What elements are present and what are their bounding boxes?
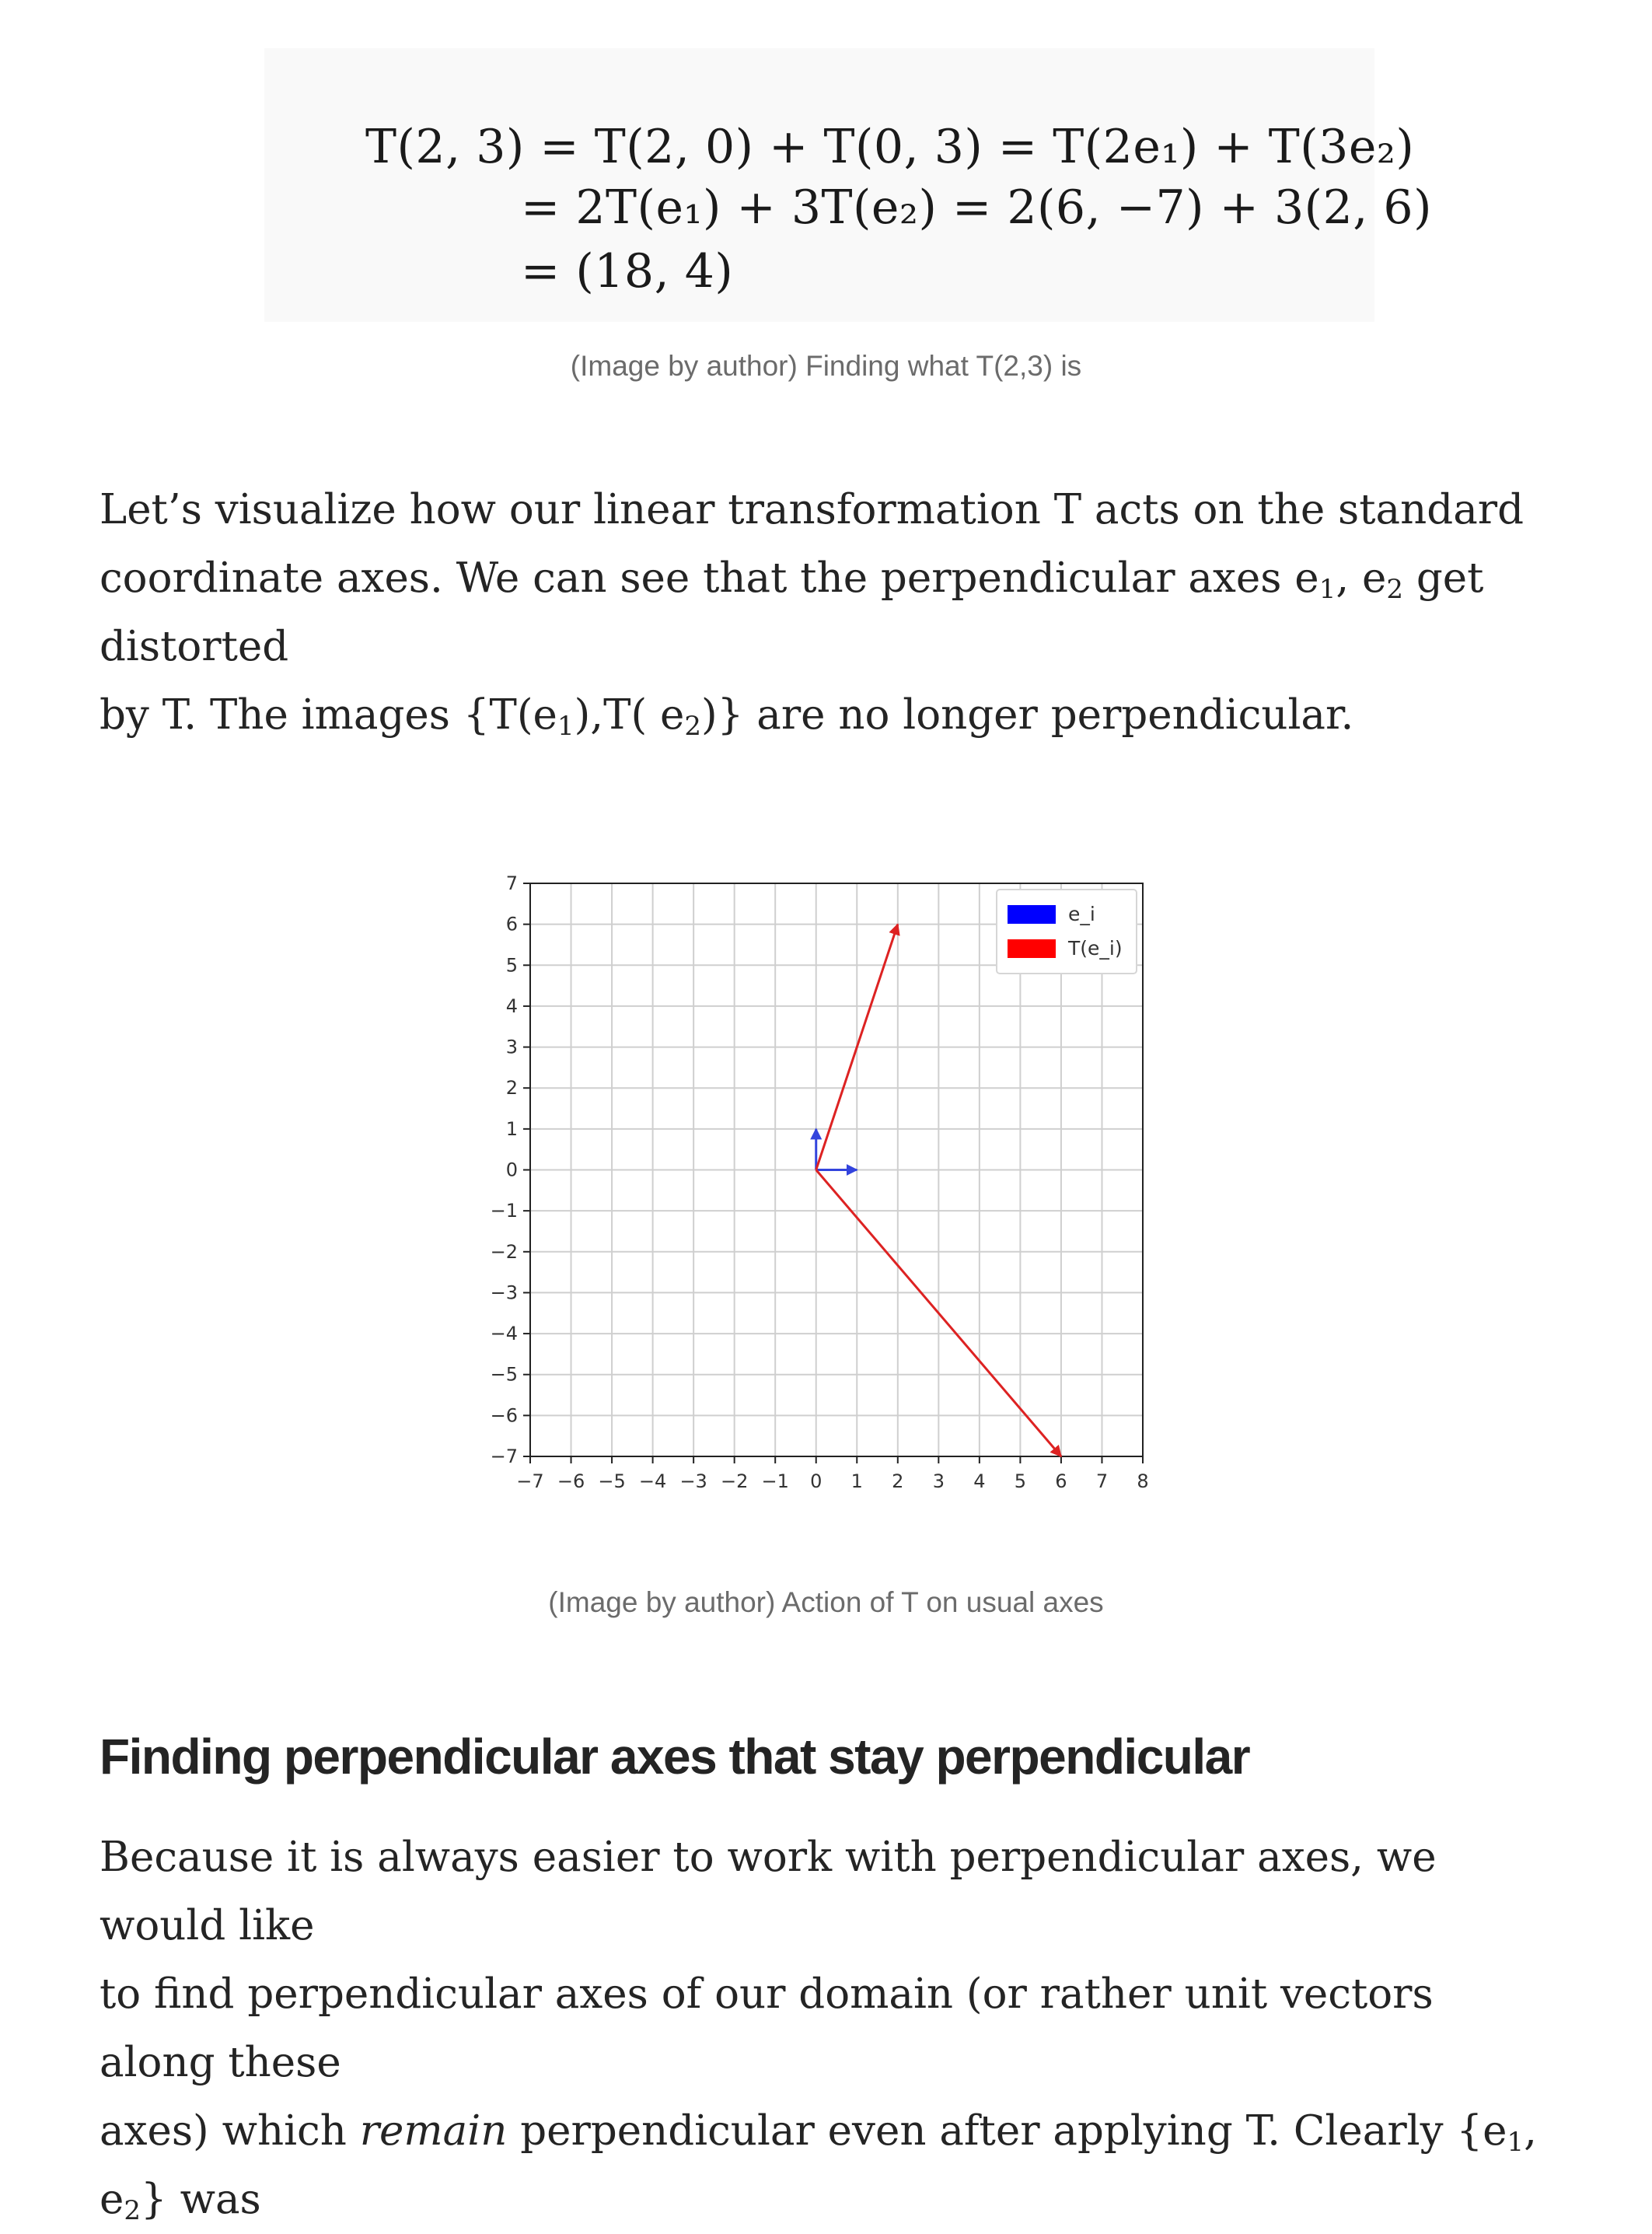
y-tick-label: −4 [490,1323,518,1345]
paragraph-1-line-1: Let’s visualize how our linear transformation T acts on the standard [100,486,1525,533]
y-tick-label: −7 [490,1446,518,1467]
x-tick-label: −3 [679,1470,707,1492]
y-tick-label: −1 [490,1200,518,1222]
paragraph-2-line-2: to find perpendicular axes of our domain (or rather unit vectors along these [100,1970,1434,2086]
legend-label-1: e_i [1068,903,1095,925]
equation-image [264,48,1432,322]
equation-line-1 [365,120,1414,174]
x-tick-label: 0 [810,1470,823,1492]
x-tick-label: 8 [1137,1470,1149,1492]
legend-label-2: T(e_i) [1068,937,1123,960]
legend [997,890,1137,974]
equation-lhs: T(2, 3) [365,120,525,174]
y-tick-label: 3 [505,1036,518,1058]
x-tick-label: 5 [1014,1470,1027,1492]
legend-box [997,890,1137,974]
figure-caption-2: (Image by author) Action of T on usual axes [548,1586,1104,1618]
legend-swatch-1 [1008,905,1056,924]
paragraph-2 [100,1823,1561,2234]
paragraph-2-line-1: Because it is always easier to work with perpendicular axes, we would like [100,1834,1437,1949]
y-tick-label: −5 [490,1363,518,1386]
figure-caption-1: (Image by author) Finding what T(2,3) is [570,350,1082,382]
x-tick-label: −5 [598,1470,626,1492]
y-tick-label: 4 [505,995,518,1017]
y-tick-label: −2 [490,1240,518,1263]
y-tick-label: 5 [505,954,518,977]
y-tick-label: 1 [505,1117,518,1140]
x-tick-label: 4 [973,1470,986,1492]
equation-rhs-1: = T(2, 0) + T(0, 3) = T(2e₁) + T(3e₂) [540,120,1415,174]
paragraph-1-line-2: coordinate axes. We can see that the perpendicular axes $e_1$, $e_2$ get distorted [100,554,1484,670]
y-tick-label: −3 [490,1281,518,1304]
x-tick-label: −6 [557,1470,585,1492]
x-tick-label: −4 [638,1470,667,1492]
x-tick-label: −7 [516,1470,544,1492]
quiver-chart-svg [466,862,1166,1515]
x-tick-label: 7 [1095,1470,1109,1492]
x-tick-label: −1 [761,1470,789,1492]
equation-line-3: = (18, 4) [521,244,734,299]
x-tick-label: 2 [892,1470,904,1492]
x-tick-label: 3 [932,1470,945,1492]
y-tick-label: 6 [505,913,518,935]
paragraph-2-line-3: axes) which remain perpendicular even after applying T. Clearly {$e_1$, $e_2$} was [100,2107,1537,2226]
y-tick-label: 2 [505,1077,518,1100]
paragraph-1-line-3: by T. The images {$T(e_1),T$( $e_2$)} are no longer perpendicular. [100,691,1354,742]
paragraph-1 [100,476,1561,750]
x-tick-label: 6 [1055,1470,1067,1492]
equation-line-2: = 2T(e₁) + 3T(e₂) = 2(6, −7) + 3(2, 6) [521,180,1432,235]
quiver-chart [466,862,1166,1515]
x-tick-label: −2 [720,1470,749,1492]
y-tick-label: −6 [490,1404,518,1427]
y-tick-label: 7 [505,872,518,894]
section-heading: Finding perpendicular axes that stay perpendicular [100,1729,1250,1785]
x-tick-label: 1 [850,1470,863,1492]
legend-swatch-2 [1008,939,1056,958]
y-tick-label: 0 [505,1159,518,1181]
